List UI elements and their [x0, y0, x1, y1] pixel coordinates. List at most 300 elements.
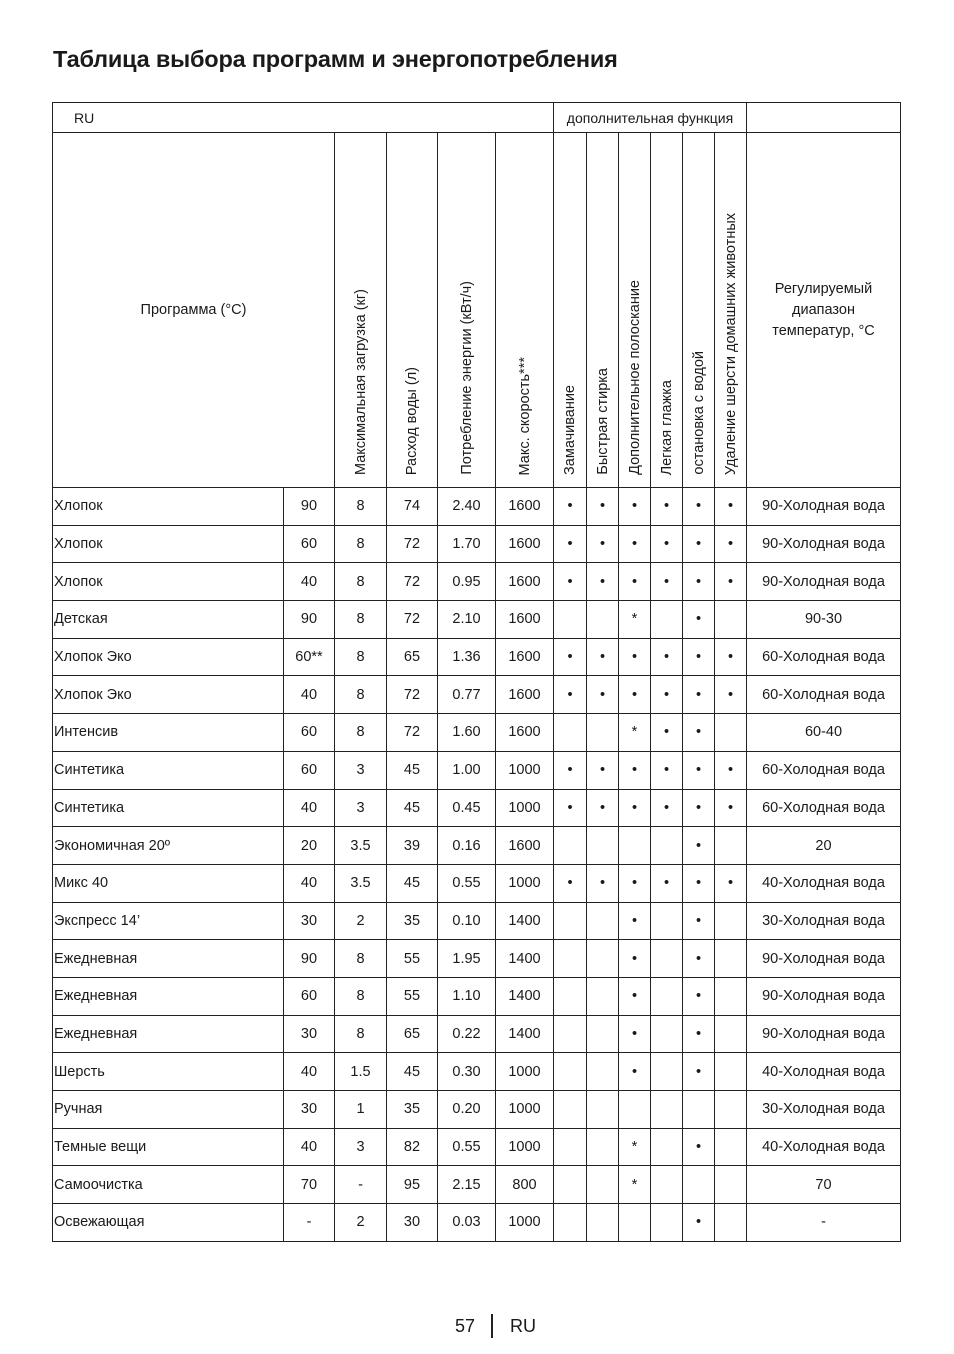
table-row [53, 601, 901, 639]
temperature: 30 [284, 902, 335, 940]
quick-wash-mark [587, 1091, 619, 1129]
water-consumption: 95 [387, 1166, 438, 1204]
temperature: 90 [284, 601, 335, 639]
program-name: Хлопок [53, 488, 284, 526]
pet-hair-mark [715, 1128, 747, 1166]
water-consumption: 74 [387, 488, 438, 526]
max-load: - [335, 1166, 387, 1204]
temperature: 40 [284, 1128, 335, 1166]
energy-consumption: 0.95 [438, 563, 496, 601]
max-speed: 1600 [496, 488, 554, 526]
program-name: Экспресс 14’ [53, 902, 284, 940]
water-consumption: 72 [387, 714, 438, 752]
water-consumption: 45 [387, 789, 438, 827]
max-load: 8 [335, 601, 387, 639]
program-name: Ежедневная [53, 977, 284, 1015]
table-row [53, 1204, 901, 1242]
table-row [53, 940, 901, 978]
soak-mark [554, 940, 587, 978]
water-consumption: 30 [387, 1204, 438, 1242]
temperature: 40 [284, 676, 335, 714]
easy-iron-mark: • [651, 525, 683, 563]
water-consumption: 55 [387, 940, 438, 978]
easy-iron-mark: • [651, 789, 683, 827]
easy-iron-mark: • [651, 638, 683, 676]
extra-rinse-mark: • [619, 525, 651, 563]
extra-rinse-mark: • [619, 1053, 651, 1091]
program-name: Синтетика [53, 789, 284, 827]
temperature-range: 20 [747, 827, 901, 865]
extra-rinse-mark: • [619, 488, 651, 526]
soak-mark: • [554, 525, 587, 563]
extra-function-label: дополнительная функция [554, 103, 747, 133]
rinse-hold-mark: • [683, 751, 715, 789]
rinse-hold-header: остановка с водой [683, 133, 715, 488]
water-consumption: 65 [387, 1015, 438, 1053]
quick-wash-mark [587, 1204, 619, 1242]
max-load: 1 [335, 1091, 387, 1129]
max-load: 8 [335, 676, 387, 714]
easy-iron-mark: • [651, 714, 683, 752]
pet-hair-removal-header: Удаление шерсти домашних животных [715, 133, 747, 488]
program-name: Хлопок [53, 563, 284, 601]
rinse-hold-mark: • [683, 1015, 715, 1053]
quick-wash-mark: • [587, 488, 619, 526]
table-row [53, 751, 901, 789]
quick-wash-mark [587, 827, 619, 865]
max-load: 8 [335, 488, 387, 526]
extra-rinse-mark: * [619, 1128, 651, 1166]
table-row [53, 488, 901, 526]
temperature-range: 60-40 [747, 714, 901, 752]
extra-rinse-mark: • [619, 977, 651, 1015]
max-load: 8 [335, 1015, 387, 1053]
temperature-range: 90-30 [747, 601, 901, 639]
table-row [53, 977, 901, 1015]
pet-hair-mark: • [715, 676, 747, 714]
quick-wash-mark: • [587, 864, 619, 902]
table-row [53, 563, 901, 601]
temperature-range: 40-Холодная вода [747, 864, 901, 902]
quick-wash-mark [587, 902, 619, 940]
water-consumption: 45 [387, 751, 438, 789]
energy-consumption: 1.36 [438, 638, 496, 676]
table-row [53, 1091, 901, 1129]
extra-rinse-mark: • [619, 638, 651, 676]
rinse-hold-mark: • [683, 638, 715, 676]
easy-iron-mark: • [651, 864, 683, 902]
quick-wash-mark [587, 1015, 619, 1053]
easy-iron-mark [651, 1128, 683, 1166]
max-load: 3.5 [335, 827, 387, 865]
program-name: Синтетика [53, 751, 284, 789]
easy-iron-mark: • [651, 563, 683, 601]
temperature: 60 [284, 977, 335, 1015]
quick-wash-mark: • [587, 789, 619, 827]
rinse-hold-mark: • [683, 676, 715, 714]
energy-consumption: 0.55 [438, 864, 496, 902]
easy-iron-mark [651, 1015, 683, 1053]
quick-wash-mark [587, 940, 619, 978]
table-row [53, 676, 901, 714]
max-speed-header: Макс. скорость*** [496, 133, 554, 488]
extra-rinse-mark: • [619, 1015, 651, 1053]
pet-hair-mark [715, 1053, 747, 1091]
pet-hair-mark [715, 1091, 747, 1129]
temperature-range: 90-Холодная вода [747, 977, 901, 1015]
temperature-range: 60-Холодная вода [747, 638, 901, 676]
extra-rinse-mark: * [619, 714, 651, 752]
energy-consumption: 0.45 [438, 789, 496, 827]
extra-rinse-mark: • [619, 789, 651, 827]
energy-consumption: 2.40 [438, 488, 496, 526]
quick-wash-mark [587, 601, 619, 639]
language-label: RU [53, 103, 554, 133]
program-table [52, 102, 901, 1242]
table-row [53, 525, 901, 563]
easy-iron-mark [651, 940, 683, 978]
soak-mark [554, 601, 587, 639]
energy-consumption: 0.10 [438, 902, 496, 940]
temperature: 20 [284, 827, 335, 865]
pet-hair-mark [715, 977, 747, 1015]
pet-hair-mark [715, 1204, 747, 1242]
quick-wash-mark [587, 714, 619, 752]
max-speed: 1400 [496, 1015, 554, 1053]
page-title: Таблица выбора программ и энергопотребления [53, 46, 618, 72]
extra-rinse-mark: * [619, 601, 651, 639]
extra-rinse-mark: • [619, 940, 651, 978]
soak-mark [554, 1166, 587, 1204]
easy-iron-header: Легкая глажка [651, 133, 683, 488]
energy-consumption: 2.10 [438, 601, 496, 639]
table-row [53, 864, 901, 902]
energy-consumption: 1.95 [438, 940, 496, 978]
max-speed: 1600 [496, 827, 554, 865]
table-header-row [53, 133, 901, 488]
max-speed: 800 [496, 1166, 554, 1204]
max-load: 2 [335, 1204, 387, 1242]
program-name: Детская [53, 601, 284, 639]
quick-wash-mark: • [587, 751, 619, 789]
page-number: 57 [455, 1316, 476, 1336]
energy-consumption: 1.70 [438, 525, 496, 563]
rinse-hold-mark [683, 1166, 715, 1204]
temperature: 90 [284, 488, 335, 526]
temperature-range: 60-Холодная вода [747, 676, 901, 714]
rinse-hold-mark: • [683, 977, 715, 1015]
max-speed: 1000 [496, 1091, 554, 1129]
temperature: 70 [284, 1166, 335, 1204]
energy-consumption: 0.30 [438, 1053, 496, 1091]
rinse-hold-mark: • [683, 563, 715, 601]
program-name: Шерсть [53, 1053, 284, 1091]
temperature: 40 [284, 864, 335, 902]
temperature: 40 [284, 789, 335, 827]
extra-rinse-mark: • [619, 902, 651, 940]
temperature-range-header: Регулируемый диапазон температур, °C [747, 133, 901, 488]
easy-iron-mark [651, 902, 683, 940]
pet-hair-mark: • [715, 638, 747, 676]
page-footer [0, 1314, 954, 1342]
quick-wash-mark [587, 1053, 619, 1091]
extra-rinse-mark: * [619, 1166, 651, 1204]
table-header-row-top [53, 103, 901, 133]
temperature: 30 [284, 1091, 335, 1129]
program-name: Интенсив [53, 714, 284, 752]
temperature-range: 60-Холодная вода [747, 789, 901, 827]
soak-mark: • [554, 676, 587, 714]
soak-header: Замачивание [554, 133, 587, 488]
rinse-hold-mark: • [683, 1128, 715, 1166]
temperature-range: 90-Холодная вода [747, 940, 901, 978]
rinse-hold-mark: • [683, 714, 715, 752]
temperature: - [284, 1204, 335, 1242]
rinse-hold-mark: • [683, 1204, 715, 1242]
temperature: 60 [284, 751, 335, 789]
rinse-hold-mark: • [683, 1053, 715, 1091]
program-name: Экономичная 20º [53, 827, 284, 865]
energy-consumption: 2.15 [438, 1166, 496, 1204]
max-speed: 1000 [496, 1128, 554, 1166]
easy-iron-mark [651, 1053, 683, 1091]
pet-hair-mark [715, 1166, 747, 1204]
pet-hair-mark [715, 902, 747, 940]
temperature-range: 40-Холодная вода [747, 1128, 901, 1166]
max-speed: 1400 [496, 902, 554, 940]
temperature-range: 40-Холодная вода [747, 1053, 901, 1091]
quick-wash-header: Быстрая стирка [587, 133, 619, 488]
quick-wash-mark: • [587, 676, 619, 714]
max-speed: 1600 [496, 525, 554, 563]
temperature: 30 [284, 1015, 335, 1053]
temperature: 60** [284, 638, 335, 676]
rinse-hold-mark: • [683, 601, 715, 639]
temperature-range: 30-Холодная вода [747, 902, 901, 940]
energy-consumption: 1.60 [438, 714, 496, 752]
energy-consumption-header: Потребление энергии (кВт/ч) [438, 133, 496, 488]
energy-consumption: 0.22 [438, 1015, 496, 1053]
easy-iron-mark [651, 827, 683, 865]
max-load: 2 [335, 902, 387, 940]
soak-mark: • [554, 488, 587, 526]
max-speed: 1600 [496, 676, 554, 714]
table-row [53, 789, 901, 827]
water-consumption: 72 [387, 525, 438, 563]
pet-hair-mark [715, 601, 747, 639]
soak-mark [554, 902, 587, 940]
table-row [53, 827, 901, 865]
energy-consumption: 1.10 [438, 977, 496, 1015]
temperature-range: - [747, 1204, 901, 1242]
table-row [53, 638, 901, 676]
header-empty-cell [747, 103, 901, 133]
max-speed: 1000 [496, 864, 554, 902]
max-load: 8 [335, 525, 387, 563]
easy-iron-mark: • [651, 488, 683, 526]
soak-mark [554, 714, 587, 752]
temperature: 90 [284, 940, 335, 978]
water-consumption: 72 [387, 563, 438, 601]
quick-wash-mark [587, 977, 619, 1015]
temperature: 60 [284, 714, 335, 752]
easy-iron-mark [651, 1204, 683, 1242]
easy-iron-mark: • [651, 676, 683, 714]
rinse-hold-mark: • [683, 864, 715, 902]
rinse-hold-mark: • [683, 827, 715, 865]
max-speed: 1400 [496, 977, 554, 1015]
soak-mark [554, 1204, 587, 1242]
easy-iron-mark [651, 1166, 683, 1204]
program-name: Освежающая [53, 1204, 284, 1242]
water-consumption: 72 [387, 601, 438, 639]
extra-rinse-header: Дополнительное полоскание [619, 133, 651, 488]
energy-consumption: 0.55 [438, 1128, 496, 1166]
soak-mark: • [554, 789, 587, 827]
water-consumption: 65 [387, 638, 438, 676]
max-load: 3 [335, 751, 387, 789]
temperature-range: 90-Холодная вода [747, 563, 901, 601]
water-consumption: 35 [387, 902, 438, 940]
water-consumption: 55 [387, 977, 438, 1015]
temperature-range: 90-Холодная вода [747, 525, 901, 563]
max-speed: 1600 [496, 714, 554, 752]
pet-hair-mark: • [715, 789, 747, 827]
water-consumption: 45 [387, 1053, 438, 1091]
extra-rinse-mark: • [619, 864, 651, 902]
footer-divider [491, 1314, 493, 1338]
temperature-range: 90-Холодная вода [747, 1015, 901, 1053]
easy-iron-mark [651, 1091, 683, 1129]
extra-rinse-mark [619, 827, 651, 865]
water-consumption: 39 [387, 827, 438, 865]
pet-hair-mark: • [715, 525, 747, 563]
program-name: Ежедневная [53, 1015, 284, 1053]
rinse-hold-mark: • [683, 488, 715, 526]
table-row [53, 1128, 901, 1166]
program-name: Ручная [53, 1091, 284, 1129]
rinse-hold-mark: • [683, 902, 715, 940]
temperature-range: 30-Холодная вода [747, 1091, 901, 1129]
max-load: 3 [335, 1128, 387, 1166]
energy-consumption: 0.03 [438, 1204, 496, 1242]
temperature-range: 70 [747, 1166, 901, 1204]
max-load: 8 [335, 563, 387, 601]
soak-mark [554, 827, 587, 865]
soak-mark [554, 1128, 587, 1166]
energy-consumption: 1.00 [438, 751, 496, 789]
program-name: Хлопок Эко [53, 638, 284, 676]
soak-mark [554, 1091, 587, 1129]
program-name: Ежедневная [53, 940, 284, 978]
quick-wash-mark: • [587, 638, 619, 676]
table-row [53, 1166, 901, 1204]
soak-mark [554, 1015, 587, 1053]
temperature: 40 [284, 563, 335, 601]
water-consumption: 82 [387, 1128, 438, 1166]
max-load: 8 [335, 638, 387, 676]
easy-iron-mark [651, 977, 683, 1015]
table-row [53, 714, 901, 752]
footer-language: RU [510, 1316, 536, 1336]
program-name: Микс 40 [53, 864, 284, 902]
temperature: 60 [284, 525, 335, 563]
extra-rinse-mark: • [619, 676, 651, 714]
extra-rinse-mark: • [619, 563, 651, 601]
program-column-header: Программа (°C) [53, 133, 335, 488]
easy-iron-mark [651, 601, 683, 639]
extra-rinse-mark: • [619, 751, 651, 789]
max-speed: 1600 [496, 563, 554, 601]
pet-hair-mark: • [715, 751, 747, 789]
pet-hair-mark: • [715, 488, 747, 526]
max-speed: 1400 [496, 940, 554, 978]
energy-consumption: 0.20 [438, 1091, 496, 1129]
temperature-range: 90-Холодная вода [747, 488, 901, 526]
quick-wash-mark [587, 1166, 619, 1204]
extra-rinse-mark [619, 1091, 651, 1129]
rinse-hold-mark: • [683, 940, 715, 978]
pet-hair-mark [715, 827, 747, 865]
rinse-hold-mark [683, 1091, 715, 1129]
program-name: Хлопок Эко [53, 676, 284, 714]
easy-iron-mark: • [651, 751, 683, 789]
max-speed: 1000 [496, 789, 554, 827]
pet-hair-mark [715, 1015, 747, 1053]
program-name: Хлопок [53, 525, 284, 563]
max-speed: 1000 [496, 1204, 554, 1242]
soak-mark: • [554, 751, 587, 789]
table-row [53, 1053, 901, 1091]
quick-wash-mark [587, 1128, 619, 1166]
max-speed: 1000 [496, 1053, 554, 1091]
temperature: 40 [284, 1053, 335, 1091]
program-name: Самоочистка [53, 1166, 284, 1204]
max-speed: 1000 [496, 751, 554, 789]
table-row [53, 902, 901, 940]
water-consumption: 45 [387, 864, 438, 902]
energy-consumption: 0.77 [438, 676, 496, 714]
soak-mark: • [554, 563, 587, 601]
program-name: Темные вещи [53, 1128, 284, 1166]
water-consumption-header: Расход воды (л) [387, 133, 438, 488]
quick-wash-mark: • [587, 563, 619, 601]
pet-hair-mark [715, 714, 747, 752]
pet-hair-mark: • [715, 864, 747, 902]
max-load: 3.5 [335, 864, 387, 902]
max-load: 8 [335, 940, 387, 978]
max-load: 8 [335, 977, 387, 1015]
rinse-hold-mark: • [683, 525, 715, 563]
quick-wash-mark: • [587, 525, 619, 563]
max-load: 1.5 [335, 1053, 387, 1091]
max-load-header: Максимальная загрузка (кг) [335, 133, 387, 488]
soak-mark [554, 977, 587, 1015]
max-speed: 1600 [496, 601, 554, 639]
energy-consumption: 0.16 [438, 827, 496, 865]
table-row [53, 1015, 901, 1053]
soak-mark: • [554, 638, 587, 676]
max-load: 3 [335, 789, 387, 827]
pet-hair-mark: • [715, 563, 747, 601]
pet-hair-mark [715, 940, 747, 978]
max-load: 8 [335, 714, 387, 752]
temperature-range: 60-Холодная вода [747, 751, 901, 789]
rinse-hold-mark: • [683, 789, 715, 827]
water-consumption: 35 [387, 1091, 438, 1129]
soak-mark: • [554, 864, 587, 902]
max-speed: 1600 [496, 638, 554, 676]
